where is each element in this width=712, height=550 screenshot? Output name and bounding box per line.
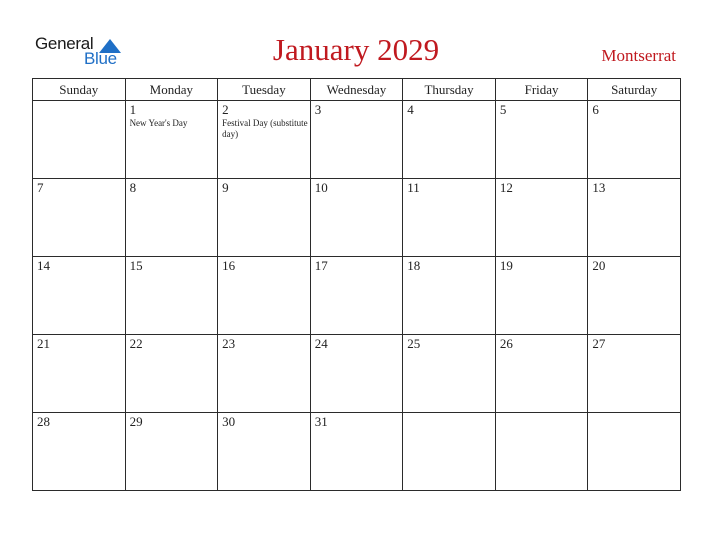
day-cell — [218, 101, 311, 179]
weekday-header: Wednesday — [310, 79, 403, 101]
week-row — [33, 179, 681, 257]
day-cell — [588, 335, 681, 413]
day-number: 19 — [499, 258, 513, 273]
day-cell — [218, 179, 311, 257]
day-number: 6 — [592, 102, 599, 117]
day-cell — [495, 413, 588, 491]
day-number: 5 — [499, 102, 507, 117]
day-number: 17 — [314, 258, 328, 273]
day-number: 14 — [37, 258, 50, 273]
week-row — [33, 413, 681, 491]
day-cell — [310, 179, 403, 257]
week-row — [33, 335, 681, 413]
weekday-header: Thursday — [403, 79, 496, 101]
weekday-header: Friday — [495, 79, 588, 101]
day-cell — [495, 335, 588, 413]
day-number: 28 — [37, 414, 50, 429]
weekday-header-row — [33, 79, 681, 101]
day-cell — [33, 179, 126, 257]
day-cell — [495, 179, 588, 257]
weekday-header: Monday — [125, 79, 218, 101]
day-cell — [310, 257, 403, 335]
day-cell — [310, 413, 403, 491]
day-number: 25 — [407, 336, 421, 351]
day-cell — [33, 335, 126, 413]
day-number — [403, 413, 495, 414]
day-cell — [495, 257, 588, 335]
day-cell — [125, 257, 218, 335]
day-number — [33, 101, 125, 102]
day-cell — [125, 179, 218, 257]
calendar-body — [33, 101, 681, 491]
day-cell — [403, 179, 496, 257]
weekday-header: Tuesday — [218, 79, 311, 101]
day-cell — [588, 101, 681, 179]
day-cell — [125, 101, 218, 179]
day-number: 22 — [129, 336, 143, 351]
day-cell — [403, 335, 496, 413]
holiday-label: Festival Day (substitute day) — [222, 118, 308, 139]
day-number: 27 — [592, 336, 606, 351]
day-number: 13 — [592, 180, 606, 195]
day-number: 11 — [407, 180, 420, 195]
day-cell — [33, 413, 126, 491]
day-number — [496, 413, 588, 414]
month-grid — [32, 78, 681, 491]
day-cell — [310, 101, 403, 179]
day-number: 31 — [314, 414, 328, 429]
day-number: 2 — [222, 102, 229, 117]
day-number: 21 — [37, 336, 50, 351]
week-row — [33, 257, 681, 335]
weekday-header: Sunday — [33, 79, 126, 101]
day-cell — [125, 335, 218, 413]
day-cell — [218, 335, 311, 413]
day-number — [588, 413, 680, 414]
day-number: 9 — [222, 180, 229, 195]
day-number: 26 — [499, 336, 513, 351]
day-number: 8 — [129, 180, 137, 195]
day-cell — [33, 257, 126, 335]
day-number: 18 — [407, 258, 421, 273]
day-number: 1 — [129, 102, 137, 117]
day-number: 24 — [314, 336, 328, 351]
day-cell — [310, 335, 403, 413]
page-title: January 2029 — [272, 32, 440, 67]
day-cell — [588, 257, 681, 335]
week-row — [33, 101, 681, 179]
day-number: 29 — [129, 414, 143, 429]
day-number: 30 — [222, 414, 236, 429]
day-cell — [403, 413, 496, 491]
day-cell — [495, 101, 588, 179]
logo-text-general: General — [35, 34, 94, 53]
day-cell — [588, 179, 681, 257]
day-number: 10 — [314, 180, 328, 195]
day-number: 4 — [407, 102, 414, 117]
day-number: 23 — [222, 336, 236, 351]
day-cell — [125, 413, 218, 491]
weekday-header: Saturday — [588, 79, 681, 101]
day-number: 16 — [222, 258, 236, 273]
country-label: Montserrat — [601, 46, 676, 65]
day-number: 3 — [314, 102, 322, 117]
day-cell — [218, 257, 311, 335]
logo-text-blue: Blue — [84, 49, 117, 68]
day-cell — [403, 101, 496, 179]
day-number: 20 — [592, 258, 606, 273]
day-cell — [218, 413, 311, 491]
day-cell — [33, 101, 126, 179]
day-number: 12 — [499, 180, 513, 195]
day-cell — [403, 257, 496, 335]
holiday-label: New Year's Day — [129, 118, 188, 128]
day-cell — [588, 413, 681, 491]
day-number: 15 — [129, 258, 143, 273]
day-number: 7 — [37, 180, 44, 195]
